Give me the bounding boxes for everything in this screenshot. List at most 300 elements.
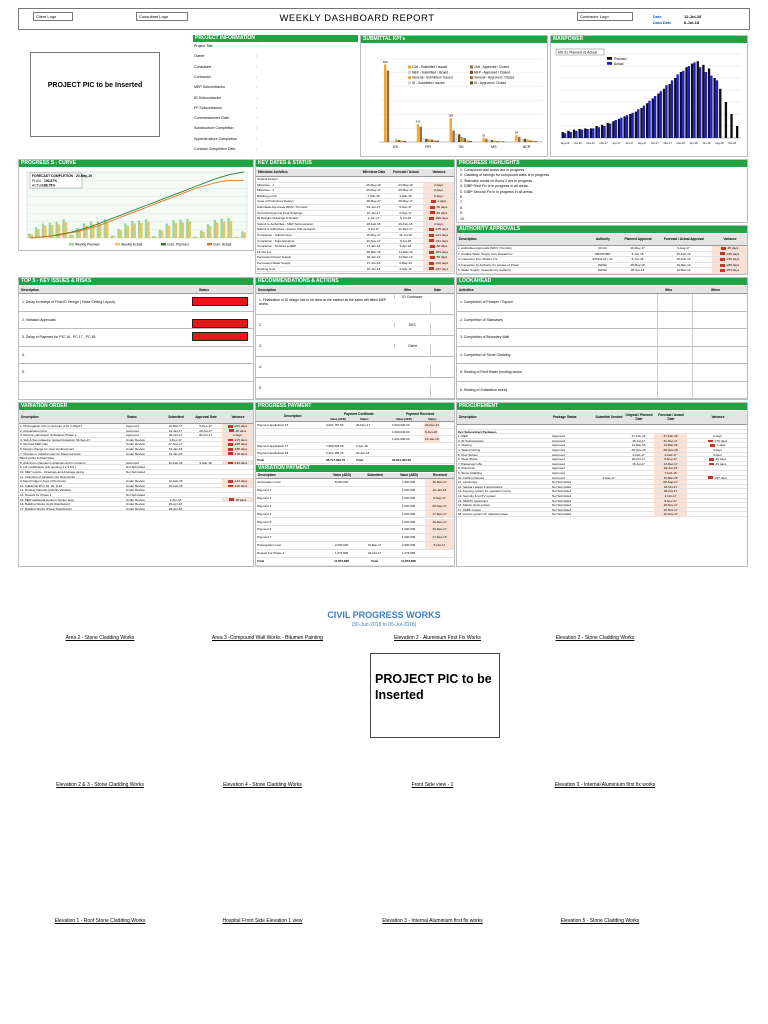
- data-date-label: Data Date: [653, 20, 672, 25]
- submittal-category-label: RFI: [425, 145, 432, 149]
- variation-payment-cell: 1,273,896: [334, 551, 349, 556]
- key-dates-cell: -257 days: [423, 267, 454, 273]
- lookahead-panel: [456, 277, 748, 400]
- variation-order-cell: 24-Jan-17: [168, 428, 183, 433]
- variation-payment-cell: Acceleration Cost: [257, 480, 281, 484]
- caption-r3-2: Hospital Front Side Elevation 1 view: [222, 918, 303, 924]
- procurement-col-3: Original / Planned Date: [625, 413, 653, 421]
- variation-order-cell: 19-Jan-18: [168, 451, 183, 456]
- manpower-tick-label: Aug-18: [715, 142, 724, 145]
- delay-flag-icon: [429, 251, 434, 254]
- variation-payment-cell: 11,873,896: [401, 559, 416, 563]
- caption-r3-4: Elevation 5 - Stone Cladding Works: [560, 918, 640, 924]
- submittal-bar: [434, 140, 436, 142]
- recommendation-text: 4.: [259, 365, 262, 369]
- manpower-tick-label: Feb-18: [676, 142, 685, 145]
- submittal-bar: [524, 139, 526, 142]
- issue-status-red-indicator: [192, 297, 248, 306]
- manpower-actual-bar: [609, 124, 611, 138]
- key-dates-cell: 31-Jul-18: [399, 233, 412, 237]
- submittal-legend-swatch: [470, 81, 473, 84]
- authority-cell: 9-Aug-17: [677, 246, 690, 250]
- lookahead-row: 5. Sealing of Roof Water proofing works: [457, 364, 747, 382]
- procurement-cell: 4-Feb-17: [654, 453, 687, 458]
- key-dates-cell: -441 days: [423, 233, 454, 239]
- variation-order-col-2: Submitted: [168, 414, 184, 419]
- key-dates-cell: 6-Sep-17: [399, 205, 412, 209]
- payment-cell: Payment Application 18: [257, 451, 289, 455]
- lookahead-col-when: When: [711, 288, 720, 292]
- submittal-bar: [436, 141, 438, 142]
- variation-payment-cell: Payment 2: [257, 495, 272, 500]
- procurement-title: PROCUREMENT: [457, 403, 747, 410]
- delay-flag-icon: [429, 228, 434, 231]
- payment-row: [256, 450, 454, 457]
- key-dates-cell: 9-Jul-17: [368, 227, 379, 232]
- manpower-planned-bar: [657, 94, 659, 138]
- manpower-planned-bar: [607, 123, 609, 138]
- submittal-legend-swatch: [408, 71, 411, 74]
- submittal-bar: [521, 138, 523, 142]
- procurement-cell: 3. Glazing: [458, 443, 472, 448]
- submittal-bar: [420, 127, 422, 142]
- issue-row: 2. Variation Approvals: [19, 312, 253, 330]
- manpower-actual-bar: [586, 129, 588, 138]
- scurve-weekly-actual-bar: [189, 222, 191, 238]
- procurement-cell: 8-Nov-17: [654, 499, 687, 504]
- variation-order-cell: 9-Mar-18: [199, 460, 212, 465]
- key-dates-col-3: Variance: [432, 170, 446, 175]
- scurve-legend-label: Weekly Actual: [121, 242, 143, 247]
- highlights-panel: [456, 159, 748, 223]
- caption-r1-2: Area 3 -Compound Wall Works - Bitumen Painting: [212, 635, 323, 641]
- lookahead-col-who: Who: [665, 288, 673, 292]
- procurement-cell: 10-Nov-17: [654, 512, 687, 517]
- recommendation-row: [256, 336, 454, 357]
- submittal-category-label: NCR: [522, 145, 531, 149]
- manpower-chart: [551, 44, 747, 157]
- submittal-bar: [431, 140, 433, 142]
- scurve-weekly-actual-bar: [230, 221, 232, 238]
- project-info-sep: :: [256, 54, 257, 59]
- caption-r2-4: Elevation 3 - Internal Aluminium first fix works: [554, 782, 656, 788]
- submittal-bar: [455, 133, 457, 142]
- key-dates-cell: 7-Mar-18: [367, 193, 380, 198]
- procurement-cell: 16. Master clock system: [458, 503, 491, 508]
- variation-order-cell: 12. Additional lift in 02, 03, & 04: [20, 483, 63, 488]
- lookahead-divider: [692, 382, 693, 399]
- manpower-actual-bar: [693, 62, 695, 138]
- manpower-tick-label: Oct-16: [573, 142, 582, 145]
- submittal-bar: [450, 118, 452, 142]
- key-dates-cell: 9-Jul-18: [400, 238, 411, 243]
- key-dates-col-1: Milestone Date: [362, 170, 386, 175]
- manpower-planned-bar: [567, 131, 569, 138]
- procurement-cell: Approved: [552, 457, 565, 462]
- variation-payment-cell: 7,000,000: [401, 480, 416, 484]
- recs-col-date: Date: [434, 288, 442, 292]
- authority-cell: DEWA: [598, 268, 607, 273]
- variation-payment-row: [256, 511, 454, 519]
- variation-order-cell: Not Submitted: [126, 465, 146, 470]
- header-bar: [18, 8, 750, 30]
- authority-title: AUTHORITY APPROVALS: [457, 226, 747, 233]
- key-dates-cell: 27-Jun-18: [366, 261, 381, 265]
- issues-col-description: Description: [21, 288, 40, 292]
- submittal-bar: [428, 139, 430, 142]
- issues-panel: [18, 277, 254, 400]
- variation-order-cell: -238 days: [222, 442, 253, 447]
- manpower-planned-bar: [601, 125, 603, 138]
- variation-order-cell: 30-Oct-17: [168, 433, 183, 438]
- payment-cell: 29-Dec-17: [425, 423, 440, 427]
- manpower-planned-bar: [697, 61, 699, 138]
- procurement-row: [457, 512, 747, 517]
- scurve-weekly-planned-bar: [90, 222, 92, 238]
- scurve-weekly-planned-bar: [28, 234, 30, 238]
- submittal-bar-label: 33: [482, 133, 486, 138]
- delay-flag-icon: [708, 440, 713, 443]
- variation-order-cell: Approved: [126, 460, 139, 465]
- procurement-col-5: Variance: [711, 415, 725, 420]
- scurve-legend-swatch: [207, 243, 212, 246]
- variation-order-cell: 2. Acceleration Cost: [20, 428, 47, 433]
- manpower-planned-bar: [719, 89, 721, 138]
- delay-flag-icon: [431, 200, 436, 203]
- delay-flag-icon: [709, 463, 714, 466]
- procurement-cell: 20-Oct-17: [631, 457, 646, 462]
- authority-cell: ETISALAT / du: [592, 257, 613, 262]
- key-dates-cell: 0 days: [423, 188, 454, 194]
- scurve-weekly-actual-bar: [147, 222, 149, 238]
- variation-order-cell: -130 days: [222, 484, 253, 489]
- procurement-cell: 15-Mar-18: [654, 476, 687, 481]
- scurve-weekly-actual-bar: [216, 223, 218, 238]
- variation-order-cell: 20-Feb-18: [168, 460, 183, 465]
- procurement-cell: Approved: [552, 475, 565, 480]
- lookahead-divider: [692, 347, 693, 364]
- authority-cell: 5. Water Supply: Inspection by Authority: [458, 268, 512, 273]
- submittal-kpi-title: SUBMITTAL KPI's: [361, 36, 547, 43]
- variation-order-cell: Under Review: [126, 479, 145, 484]
- manpower-actual-bar: [643, 106, 645, 138]
- project-info-field-label: Contract Completion Date: [194, 147, 236, 151]
- recommendation-row: [256, 357, 454, 378]
- scurve-legend-swatch: [69, 243, 74, 246]
- manpower-actual-bar: [665, 85, 667, 138]
- variation-order-col-3: Approval Date: [195, 414, 217, 419]
- procurement-cell: 8-Nov-17: [654, 457, 687, 462]
- highlight-item: 6.: [460, 195, 463, 199]
- variation-order-cell: 16. Building Works (Light Distribution): [20, 502, 71, 507]
- payment-row: [256, 443, 454, 450]
- variation-order-cell: Under Review: [126, 488, 145, 493]
- authority-header: [457, 234, 747, 246]
- submittal-bar: [488, 139, 490, 142]
- scurve-weekly-actual-bar: [140, 223, 142, 238]
- payment-col-description: Description: [284, 414, 302, 418]
- issue-row: 3. Delay in Payment for PIC 16 , PC 17 , PC 18.: [19, 329, 253, 347]
- variation-payment-row: [256, 542, 454, 550]
- variation-order-cell: Approved: [126, 428, 139, 433]
- key-dates-cell: Handing Over: [257, 266, 276, 271]
- manpower-tick-label: Aug-16: [560, 142, 570, 145]
- variation-order-cell: 10. MEP reports - Drawings and drainage piping: [20, 470, 84, 474]
- variation-payment-cell: 1,273,896: [401, 551, 416, 556]
- scurve-weekly-actual-bar: [134, 223, 136, 238]
- submittal-bar: [461, 137, 463, 142]
- recommendation-date: [430, 302, 454, 315]
- payment-subcol: Value (AED): [396, 417, 412, 421]
- variation-order-cell: 30-Oct-17: [198, 433, 213, 438]
- authority-cell: 28-May-18: [630, 262, 645, 267]
- lookahead-row: 4. Completion of Stone Cladding: [457, 347, 747, 365]
- variation-payment-cell: 22-Jan-18: [425, 487, 454, 495]
- manpower-actual-bar: [615, 120, 617, 138]
- procurement-cell: 27-Feb-18: [631, 434, 646, 439]
- civil-project-pic: [370, 653, 500, 738]
- manpower-planned-bar: [652, 98, 654, 138]
- manpower-planned-bar: [590, 128, 592, 138]
- payment-row: [256, 429, 454, 436]
- payment-cell: 3,000,000.00: [392, 423, 410, 427]
- caption-r3-1: Elevation 1 - Roof Stone Cladding Works: [54, 918, 146, 924]
- scurve-weekly-planned-bar: [145, 219, 147, 238]
- procurement-col-4: Forecast / Actual Date: [658, 413, 684, 421]
- recs-col-description: Description: [258, 288, 277, 292]
- submittal-bar: [425, 139, 427, 142]
- authority-cell: -225 days: [712, 252, 747, 258]
- scurve-legend-swatch: [115, 243, 120, 246]
- key-dates-cell: Building permit: [257, 193, 277, 198]
- key-dates-cell: 5-Jul-18: [400, 216, 411, 221]
- variation-order-cell: -261 days: [222, 424, 253, 429]
- variation-payment-cell: 1,000,000: [401, 535, 416, 540]
- issue-row: 4.: [19, 347, 253, 365]
- scurve-weekly-actual-bar: [65, 222, 67, 238]
- recommendation-row: [256, 378, 454, 399]
- delay-flag-icon: [720, 264, 725, 267]
- scurve-weekly-planned-bar: [35, 227, 37, 238]
- manpower-planned-bar: [618, 119, 620, 138]
- key-dates-cell: Completion - Finishes & MEP: [257, 244, 297, 249]
- variation-payment-col-3: Value (AED): [399, 473, 419, 478]
- scurve-weekly-planned-bar: [159, 230, 161, 238]
- submittal-bar: [499, 141, 501, 142]
- manpower-planned-bar: [573, 130, 575, 138]
- manpower-actual-bar: [654, 96, 656, 138]
- scurve-weekly-planned-bar: [117, 229, 119, 238]
- submittal-bar: [491, 140, 493, 142]
- delay-flag-icon: [720, 258, 725, 261]
- submittal-legend-swatch: [470, 66, 473, 69]
- payment-panel: [255, 402, 455, 567]
- project-info-field-label: Substructure Completion: [194, 126, 234, 131]
- scurve-weekly-planned-bar: [193, 237, 195, 238]
- recommendation-text: 3.: [259, 344, 262, 348]
- authority-cell: DM/PW/MR: [594, 251, 611, 256]
- authority-col-0: Description: [459, 237, 477, 242]
- variation-order-cell: 19-Jan-18: [168, 447, 183, 451]
- variation-payment-cell: Payment 5: [257, 519, 272, 524]
- procurement-cell: 15-Jul-17: [632, 438, 645, 443]
- submittal-bar: [535, 141, 537, 142]
- delay-flag-icon: [228, 480, 233, 483]
- variation-order-cell: 17. Building Works (Power Distribution): [20, 506, 73, 511]
- date-value: 12-Jul-18: [684, 14, 702, 19]
- manpower-planned-bar: [629, 114, 631, 138]
- project-info-title: PROJECT INFORMATION: [193, 35, 358, 42]
- scurve-weekly-actual-bar: [244, 232, 246, 238]
- scurve-weekly-planned-bar: [234, 237, 236, 238]
- procurement-cell: Not Submitted: [552, 507, 572, 512]
- submittal-kpi-panel: [360, 35, 548, 157]
- variation-payment-cell: 1,000,000: [401, 487, 416, 492]
- key-dates-cell: 1-Mar-18: [399, 193, 412, 198]
- variation-payment-cell: Rework For Phase 1: [257, 551, 285, 556]
- key-dates-cell: 17-Jan-18: [366, 244, 381, 249]
- scurve-title: PROGRESS S - CURVE: [19, 160, 253, 167]
- delay-flag-icon: [720, 269, 725, 272]
- lookahead-row: 6. Sealing of Substation works: [457, 382, 747, 400]
- key-dates-cell: -221 days: [423, 239, 454, 245]
- procurement-cell: 13. Fencing system for operation rooms: [458, 489, 511, 494]
- variation-order-cell: Under Review: [126, 502, 145, 507]
- procurement-cell: 15. SMATV equipment: [458, 498, 488, 503]
- project-info-field-label: Superstructure Completion: [194, 136, 237, 141]
- payment-cell: 1,091,000.00: [392, 437, 410, 441]
- manpower-actual-bar: [705, 72, 707, 138]
- manpower-panel: [550, 35, 748, 157]
- variation-order-cell: 20-Jul-17: [199, 428, 212, 433]
- procurement-cell: Approved: [552, 434, 565, 439]
- variation-order-cell: -36 days: [222, 429, 253, 434]
- recommendation-who: DEC: [394, 323, 430, 327]
- procurement-panel: [456, 402, 748, 567]
- recommendation-text: 2.: [259, 323, 262, 327]
- delay-flag-icon: [430, 206, 435, 209]
- manpower-planned-bar: [674, 78, 676, 138]
- submittal-legend-swatch: [408, 66, 411, 69]
- payment-row: [256, 422, 454, 429]
- recommendation-date: [430, 386, 454, 399]
- payment-title: PROGRESS PAYMENT: [256, 403, 454, 410]
- variation-payment-cell: 17-Dec-17: [425, 511, 454, 519]
- manpower-tick-label: Dec-16: [586, 142, 595, 145]
- procurement-cell: 14-Dec-17: [654, 462, 687, 467]
- variation-order-cell: Under Review: [126, 442, 145, 447]
- variation-order-col-1: Status: [127, 414, 137, 419]
- key-dates-cell: Permanent Power Supply: [257, 255, 292, 260]
- procurement-cell: 18. Access system for cafe/rest areas: [458, 512, 508, 517]
- procurement-cell: 4. Waterproofing: [458, 448, 481, 452]
- project-info-sep: :: [256, 136, 257, 141]
- variation-order-cell: -178 days: [222, 452, 253, 457]
- key-dates-cell: 26-May-17: [398, 188, 413, 193]
- manpower-tick-label: Oct-17: [651, 142, 659, 145]
- key-dates-cell: 28-May-17: [366, 199, 381, 204]
- variation-order-cell: 5-Dec-17: [199, 424, 212, 428]
- manpower-actual-bar: [598, 127, 600, 138]
- lookahead-divider: [657, 364, 658, 381]
- key-dates-col-0: Milestone Activities: [258, 170, 288, 175]
- variation-payment-row: [256, 495, 454, 503]
- variation-payment-cell: 1,000,000: [401, 495, 416, 500]
- variation-order-cell: Not Submitted: [126, 470, 146, 474]
- procurement-cell: Approved: [552, 471, 565, 475]
- authority-cell: 28-Jun-18: [630, 268, 645, 273]
- manpower-actual-bar: [688, 66, 690, 138]
- lookahead-row: 3. Completion of Boundary Wall: [457, 329, 747, 347]
- scurve-weekly-planned-bar: [69, 235, 71, 238]
- scurve-weekly-planned-bar: [124, 223, 126, 238]
- scurve-weekly-planned-bar: [152, 236, 154, 238]
- variation-order-row: [19, 507, 253, 512]
- key-dates-cell: Permanent Water Supply: [257, 261, 291, 265]
- variation-order-cell: 3. Rework submission Substation Phase-1: [20, 433, 77, 438]
- delay-flag-icon: [228, 462, 233, 465]
- variation-order-cell: 4. Sub & Sup related to revised drawings: 04-Sep-17: [20, 437, 91, 442]
- variation-payment-cell: 23-Dec-17: [425, 526, 454, 534]
- key-dates-cell: Submit & Authorities - Interior Subcontractor: [257, 227, 316, 232]
- scurve-weekly-planned-bar: [111, 235, 113, 238]
- procurement-cell: 29-Jun-18: [654, 466, 687, 471]
- lookahead-col-activities: Activities: [459, 288, 474, 292]
- issues-header: [19, 286, 253, 294]
- project-info-sep: :: [256, 64, 257, 69]
- recommendation-text: 1. Finalization of ID design has to be done at the earliest as the same will affect MEP works.: [259, 298, 387, 307]
- key-dates-cell: 14-Mar-19: [398, 255, 413, 260]
- lookahead-divider: [692, 329, 693, 346]
- scurve-weekly-actual-bar: [168, 226, 170, 238]
- delay-flag-icon: [228, 448, 233, 451]
- lookahead-divider: [657, 382, 658, 399]
- authority-col-3: Forecast / Actual Approval: [663, 237, 705, 242]
- procurement-cell: 28-Nov-18: [654, 448, 687, 453]
- key-dates-cell: 26-May-18: [366, 182, 381, 187]
- submittal-bar: [526, 139, 528, 142]
- scurve-weekly-planned-bar: [131, 221, 133, 238]
- issue-row: 5.: [19, 364, 253, 382]
- key-dates-title: KEY DATES & STATUS: [256, 160, 454, 167]
- procurement-cell: 6. Steel Works: [458, 457, 478, 462]
- procurement-cell: -237 days: [688, 476, 747, 481]
- highlight-item: 10.: [460, 216, 465, 221]
- manpower-tick-label: Apr-17: [612, 142, 621, 145]
- key-dates-cell: 1-Jun-17: [367, 216, 380, 221]
- procurement-cell: 4-Feb-17: [632, 452, 645, 457]
- submittal-bar: [466, 140, 468, 142]
- submittal-bar-label: 186: [448, 113, 454, 118]
- key-dates-cell: Completion - Substructure: [257, 233, 292, 237]
- delay-flag-icon: [430, 211, 435, 214]
- delay-flag-icon: [228, 443, 233, 446]
- submittal-legend-swatch: [408, 81, 411, 84]
- manpower-actual-bar: [570, 132, 572, 138]
- key-dates-header: [256, 169, 454, 177]
- delay-flag-icon: [229, 429, 234, 432]
- submittal-legend-swatch: [408, 76, 411, 79]
- procurement-header: [457, 411, 747, 425]
- procurement-cell: Approved: [552, 443, 565, 448]
- variation-payment-cell: 17-Dec-18: [425, 534, 454, 542]
- scurve-weekly-planned-bar: [172, 220, 174, 238]
- scurve-weekly-planned-bar: [62, 219, 64, 238]
- manpower-actual-bar: [676, 74, 678, 138]
- variation-order-title: VARIATION ORDER: [19, 403, 253, 410]
- procurement-cell: 18-Nov-17: [654, 503, 687, 508]
- payment-cell: 6,921,455.25: [326, 451, 344, 455]
